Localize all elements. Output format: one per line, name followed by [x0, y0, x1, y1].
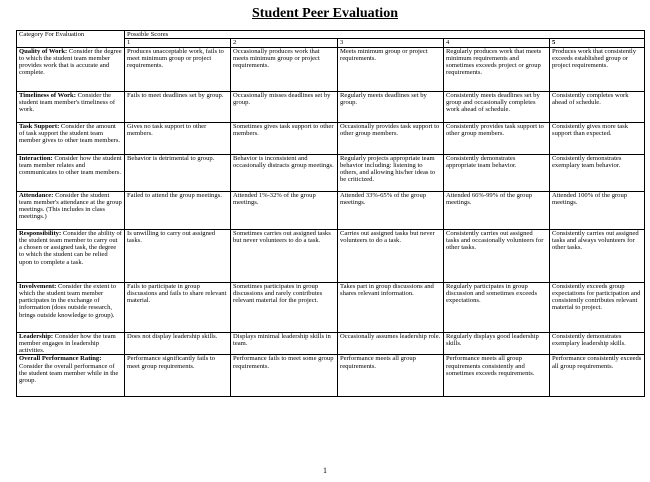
criterion-cell: Overall Performance Rating: Consider the overall performance of the student team member while in the group.: [17, 355, 125, 397]
score-4-descriptor: Regularly participates in group discussion and sometimes exceeds expectations.: [444, 282, 550, 332]
criterion-name: Leadership: [19, 332, 51, 340]
criterion-cell: Interaction: Consider how the student team member relates and communicates to other team members.: [17, 154, 125, 191]
score-1-descriptor: Is unwilling to carry out assigned tasks.: [125, 229, 231, 282]
criterion-description: Consider how the student team member relates and communicates to other team members.: [19, 154, 122, 177]
score-3-descriptor: Attended 33%-65% of the group meetings.: [338, 191, 444, 229]
score-1-descriptor: Behavior is detrimental to group.: [125, 154, 231, 191]
score-1-descriptor: Gives no task support to other members.: [125, 122, 231, 154]
criterion-cell: Leadership: Consider how the team member engages in leadership activities.: [17, 332, 125, 355]
score-5-descriptor: Consistently completes work ahead of schedule.: [550, 91, 645, 122]
rubric-row: [17, 282, 645, 332]
rubric-row: [17, 332, 645, 355]
criterion-name: Timeliness of Work: [19, 91, 74, 99]
score-2-descriptor: Sometimes carries out assigned tasks but never volunteers to do a task.: [231, 229, 338, 282]
rubric-row: [17, 154, 645, 191]
score-4-descriptor: Attended 66%-99% of the group meetings.: [444, 191, 550, 229]
rubric-table: [16, 30, 645, 397]
criterion-cell: Attendance: Consider the student team member's attendance at the group meetings. (This includes in class meetings.): [17, 191, 125, 229]
criterion-name: Overall Performance Rating: [19, 355, 100, 363]
rubric-row: [17, 191, 645, 229]
criterion-name: Attendance: [19, 191, 52, 199]
score-3-descriptor: Occasionally assumes leadership role.: [338, 332, 444, 355]
criterion-cell: Involvement: Consider the extent to which the student team member participates in the exchange of information (does outside research, brings outside knowledge to group).: [17, 282, 125, 332]
rubric-row: [17, 122, 645, 154]
score-4-descriptor: Consistently provides task support to other group members.: [444, 122, 550, 154]
score-4-descriptor: Regularly displays good leadership skills.: [444, 332, 550, 355]
score-4-descriptor: Consistently meets deadlines set by group and occasionally completes work ahead of schedule.: [444, 91, 550, 122]
score-1-descriptor: Does not display leadership skills.: [125, 332, 231, 355]
score-3-descriptor: Performance meets all group requirements.: [338, 355, 444, 397]
criterion-description: Consider the extent to which the student team member participates in the exchange of information (does outside research, brings outside knowledge to group).: [19, 282, 117, 319]
score-header-4: 4: [444, 39, 550, 47]
score-2-descriptor: Displays minimal leadership skills in team.: [231, 332, 338, 355]
page-title: Student Peer Evaluation: [252, 6, 398, 21]
score-header-1: 1: [125, 39, 231, 47]
score-1-descriptor: Fails to participate in group discussions and fails to share relevant material.: [125, 282, 231, 332]
score-1-descriptor: Failed to attend the group meetings.: [125, 191, 231, 229]
criterion-description: Consider the ability of the student team member to carry out a chosen or assigned task, the degree to which the student can be relied upon to complete a task.: [19, 229, 122, 266]
score-5-descriptor: Consistently carries out assigned tasks and always volunteers for other tasks.: [550, 229, 645, 282]
criterion-name: Involvement: [19, 282, 55, 290]
score-2-descriptor: Behavior is inconsistent and occasionally distracts group meetings.: [231, 154, 338, 191]
criterion-name: Quality of Work: [19, 47, 66, 55]
score-5-descriptor: Performance consistently exceeds all group requirements.: [550, 355, 645, 397]
score-3-descriptor: Meets minimum group or project requirements.: [338, 47, 444, 91]
criterion-name: Responsibility: [19, 229, 59, 237]
criterion-description: Consider how the team member engages in leadership activities.: [19, 332, 116, 355]
score-1-descriptor: Fails to meet deadlines set by group.: [125, 91, 231, 122]
criterion-description: Consider the overall performance of the student team member while in the group.: [19, 362, 119, 385]
score-2-descriptor: Occasionally misses deadlines set by group.: [231, 91, 338, 122]
rubric-row: [17, 229, 645, 282]
criterion-description: Consider the degree to which the student team member provides work that is accurate and complete.: [19, 47, 122, 77]
criterion-description: Consider the student team member's attendance at the group meetings. (This includes in class meetings.): [19, 191, 122, 221]
score-3-descriptor: Takes part in group discussions and shares relevant information.: [338, 282, 444, 332]
criterion-cell: Responsibility: Consider the ability of the student team member to carry out a chosen or assigned task, the degree to which the student can be relied upon to complete a task.: [17, 229, 125, 282]
score-3-descriptor: Regularly projects appropriate team behavior including: listening to others, and allowing his/her ideas to be criticized.: [338, 154, 444, 191]
score-5-descriptor: Consistently gives more task support than expected.: [550, 122, 645, 154]
criterion-name: Interaction: [19, 154, 51, 162]
score-4-descriptor: Consistently demonstrates appropriate team behavior.: [444, 154, 550, 191]
criterion-cell: Quality of Work: Consider the degree to which the student team member provides work that is accurate and complete.: [17, 47, 125, 91]
rubric-row: [17, 47, 645, 91]
score-2-descriptor: Sometimes participates in group discussions and rarely contributes relevant material for the project.: [231, 282, 338, 332]
criterion-name: Task Support: [19, 122, 58, 130]
rubric-row: [17, 91, 645, 122]
score-2-descriptor: Attended 1%-32% of the group meetings.: [231, 191, 338, 229]
score-2-descriptor: Occasionally produces work that meets minimum group or project requirements.: [231, 47, 338, 91]
score-header-5: 5: [550, 39, 645, 47]
score-5-descriptor: Produces work that consistently exceeds established group or project requirements.: [550, 47, 645, 91]
rubric-row: [17, 355, 645, 397]
criterion-description: Consider the amount of task support the student team member gives to other team members.: [19, 122, 121, 145]
score-1-descriptor: Produces unacceptable work, fails to meet minimum group or project requirements.: [125, 47, 231, 91]
score-2-descriptor: Sometimes gives task support to other members.: [231, 122, 338, 154]
category-header: Category For Evaluation: [17, 31, 125, 48]
score-5-descriptor: Consistently demonstrates exemplary leadership skills.: [550, 332, 645, 355]
score-3-descriptor: Carries out assigned tasks but never volunteers to do a task.: [338, 229, 444, 282]
criterion-cell: Task Support: Consider the amount of task support the student team member gives to other team members.: [17, 122, 125, 154]
score-header-2: 2: [231, 39, 338, 47]
score-1-descriptor: Performance significantly fails to meet group requirements.: [125, 355, 231, 397]
score-5-descriptor: Consistently demonstrates exemplary team behavior.: [550, 154, 645, 191]
score-3-descriptor: Occasionally provides task support to other group members.: [338, 122, 444, 154]
possible-scores-header: Possible Scores: [125, 31, 645, 39]
score-4-descriptor: Consistently carries out assigned tasks and occasionally volunteers for other tasks.: [444, 229, 550, 282]
criterion-description: Consider the student team member's timeliness of work.: [19, 91, 116, 114]
score-header-3: 3: [338, 39, 444, 47]
score-3-descriptor: Regularly meets deadlines set by group.: [338, 91, 444, 122]
score-5-descriptor: Consistently exceeds group expectations for participation and consistently contributes relevant material to project.: [550, 282, 645, 332]
page-number: 1: [323, 466, 327, 475]
score-5-descriptor: Attended 100% of the group meetings.: [550, 191, 645, 229]
score-4-descriptor: Performance meets all group requirements consistently and sometimes exceeds requirements.: [444, 355, 550, 397]
criterion-cell: Timeliness of Work: Consider the student team member's timeliness of work.: [17, 91, 125, 122]
score-2-descriptor: Performance fails to meet some group requirements.: [231, 355, 338, 397]
score-4-descriptor: Regularly produces work that meets minimum requirements and sometimes exceeds project or group requirements.: [444, 47, 550, 91]
